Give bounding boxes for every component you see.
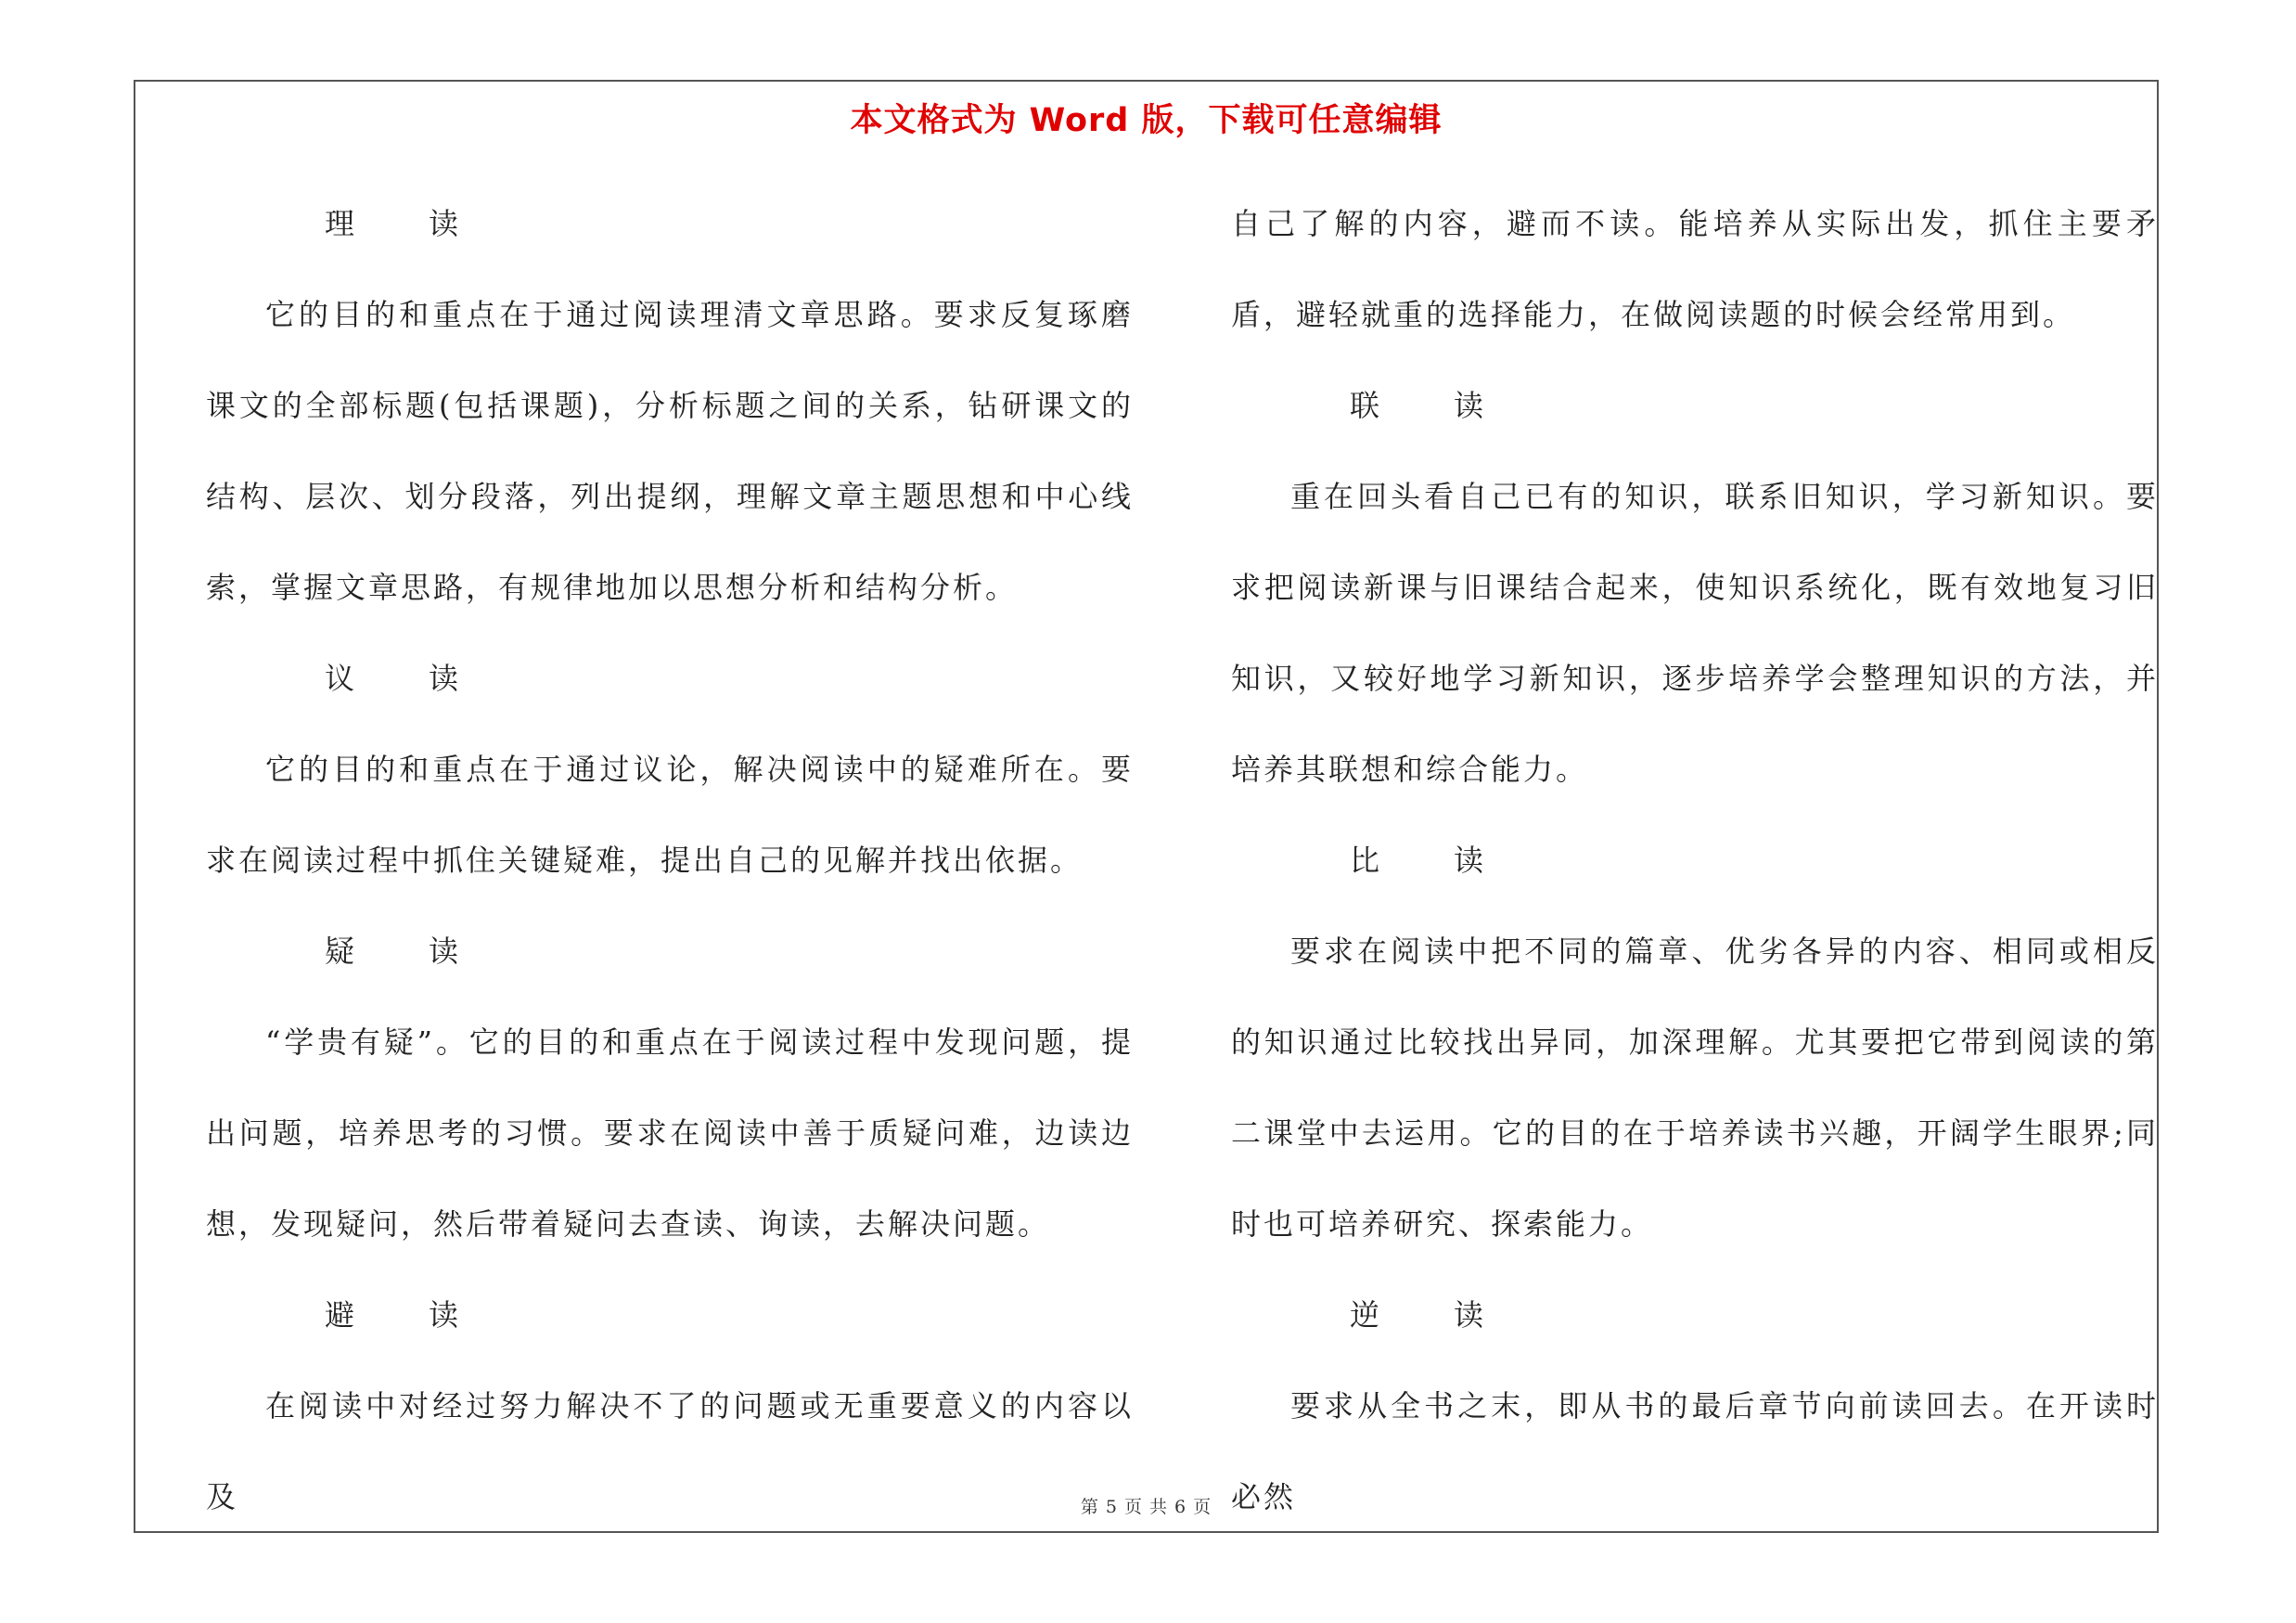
section-heading — [1231, 360, 2159, 451]
section-heading — [1231, 1269, 2159, 1360]
section-heading-char: 逆 — [1350, 1297, 1380, 1333]
page-number-footer: 第 5 页 共 6 页 — [1080, 1497, 1212, 1517]
section-heading-char: 比 — [1350, 843, 1380, 878]
section-heading — [206, 633, 1134, 724]
section-heading-char: 疑 — [325, 934, 355, 969]
section-heading-char: 联 — [1350, 388, 1380, 423]
section-heading-char: 避 — [325, 1297, 355, 1333]
section-heading-char: 读 — [1454, 1297, 1484, 1333]
section-heading-char: 读 — [429, 661, 459, 696]
word-format-banner: 本文格式为 Word 版，下载可任意编辑 — [850, 102, 1443, 139]
section-heading-char: 读 — [429, 934, 459, 969]
section-heading-char: 读 — [429, 206, 459, 241]
left-column — [206, 178, 1134, 1542]
body-paragraph: 它的目的和重点在于通过议论，解决阅读中的疑难所在。要求在阅读过程中抓住关键疑难，提出自己的见解并找出依据。 — [206, 752, 1134, 878]
continued-paragraph: 自己了解的内容，避而不读。能培养从实际出发，抓住主要矛盾，避轻就重的选择能力，在做阅读题的时候会经常用到。 — [1231, 206, 2159, 332]
section-heading — [206, 1269, 1134, 1360]
section-heading — [206, 906, 1134, 997]
section-heading-char: 读 — [429, 1297, 459, 1333]
section-heading-char: 读 — [1454, 843, 1484, 878]
section-heading-char: 议 — [325, 661, 355, 696]
section-heading-char: 理 — [325, 206, 355, 241]
section-heading-char: 读 — [1454, 388, 1484, 423]
body-paragraph: 重在回头看自己已有的知识，联系旧知识，学习新知识。要求把阅读新课与旧课结合起来，使知识系统化，既有效地复习旧知识，又较好地学习新知识，逐步培养学会整理知识的方法，并培养其联想和综合能力。 — [1231, 479, 2159, 787]
body-paragraph: 它的目的和重点在于通过阅读理清文章思路。要求反复琢磨课文的全部标题(包括课题)，分析标题之间的关系，钻研课文的结构、层次、划分段落，列出提纲，理解文章主题思想和中心线索，掌握文章思路，有规律地加以思想分析和结构分析。 — [206, 297, 1134, 605]
section-heading — [1231, 815, 2159, 906]
body-paragraph: 要求从全书之末，即从书的最后章节向前读回去。在开读时必然 — [1231, 1388, 2159, 1514]
section-heading — [206, 178, 1134, 269]
body-paragraph: 要求在阅读中把不同的篇章、优劣各异的内容、相同或相反的知识通过比较找出异同，加深理解。尤其要把它带到阅读的第二课堂中去运用。它的目的在于培养读书兴趣，开阔学生眼界;同时也可培养研究、探索能力。 — [1231, 934, 2159, 1242]
right-column — [1231, 178, 2159, 1542]
page-frame — [134, 80, 2159, 1533]
body-paragraph: “学贵有疑”。它的目的和重点在于阅读过程中发现问题，提出问题，培养思考的习惯。要求在阅读中善于质疑问难，边读边想，发现疑问，然后带着疑问去查读、询读，去解决问题。 — [206, 1024, 1134, 1242]
body-paragraph: 在阅读中对经过努力解决不了的问题或无重要意义的内容以及 — [206, 1388, 1134, 1514]
